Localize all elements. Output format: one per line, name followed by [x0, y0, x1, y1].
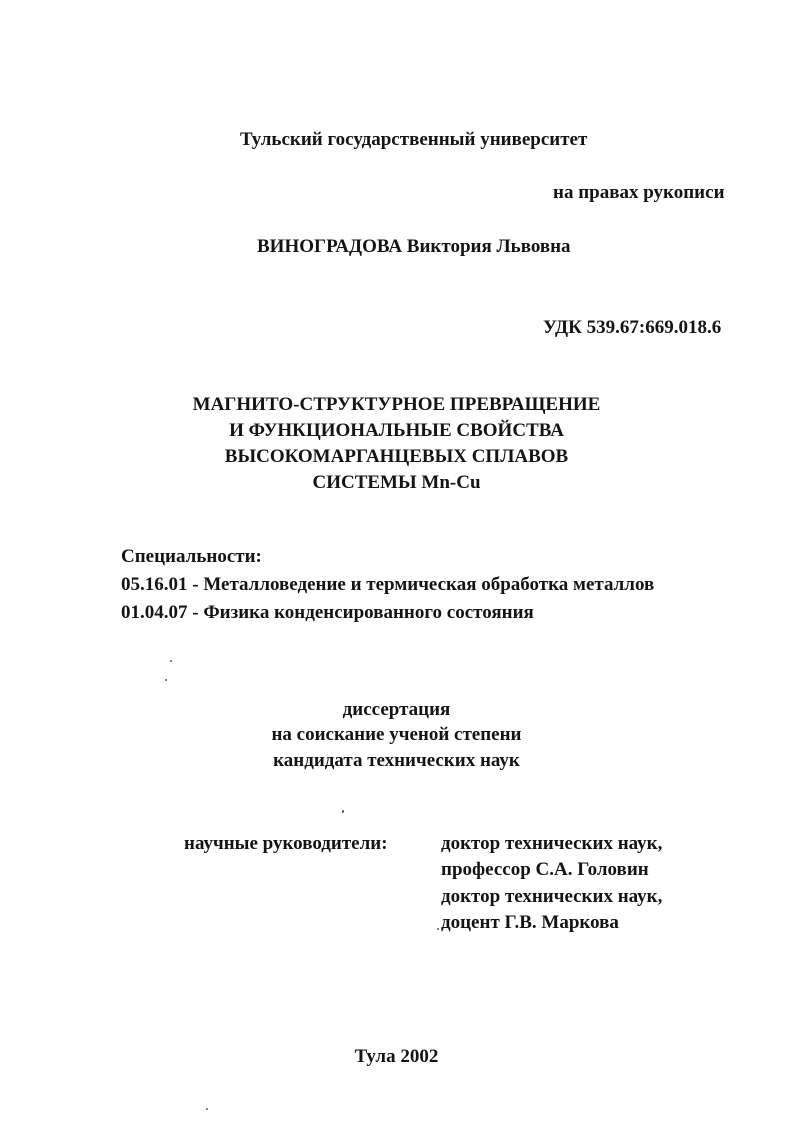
place-year: Тула 2002 — [354, 1046, 439, 1067]
title-line-2: И ФУНКЦИОНАЛЬНЫЕ СВОЙСТВА — [229, 420, 564, 441]
scan-speck — [342, 810, 344, 813]
manuscript-note: на правах рукописи — [553, 182, 725, 203]
author-name — [257, 236, 571, 258]
dissertation-line-2: на соискание ученой степени — [271, 724, 522, 745]
dissertation-line-1: диссертация — [342, 699, 451, 720]
dissertation-line-3: кандидата технических наук — [273, 750, 520, 771]
udc-code: УДК 539.67:669.018.6 — [543, 317, 722, 338]
scan-speck — [437, 928, 439, 930]
supervisor-line-4: доцент Г.В. Маркова — [441, 912, 619, 933]
author-given-names: Виктория Львовна — [406, 236, 571, 257]
supervisor-line-2: профессор С.А. Головин — [441, 859, 649, 880]
author-surname: ВИНОГРАДОВА — [257, 236, 403, 257]
supervisor-line-1: доктор технических наук, — [441, 833, 663, 854]
title-line-3: ВЫСОКОМАРГАНЦЕВЫХ СПЛАВОВ — [224, 446, 569, 467]
supervisor-line-3: доктор технических наук, — [441, 886, 663, 907]
supervisors-label: научные руководители: — [184, 833, 388, 854]
specialty-item-2: 01.04.07 - Физика конденсированного состояния — [121, 602, 534, 623]
specialties-heading: Специальности: — [121, 546, 262, 567]
scan-speck — [165, 679, 167, 681]
specialty-item-1: 05.16.01 - Металловедение и термическая обработка металлов — [121, 574, 655, 595]
university-name: Тульский государственный университет — [240, 129, 588, 150]
scan-speck — [170, 660, 172, 662]
title-line-1: МАГНИТО-СТРУКТУРНОЕ ПРЕВРАЩЕНИЕ — [192, 394, 601, 415]
title-line-4: СИСТЕМЫ Mn-Cu — [312, 472, 481, 493]
scan-speck — [206, 1108, 208, 1110]
